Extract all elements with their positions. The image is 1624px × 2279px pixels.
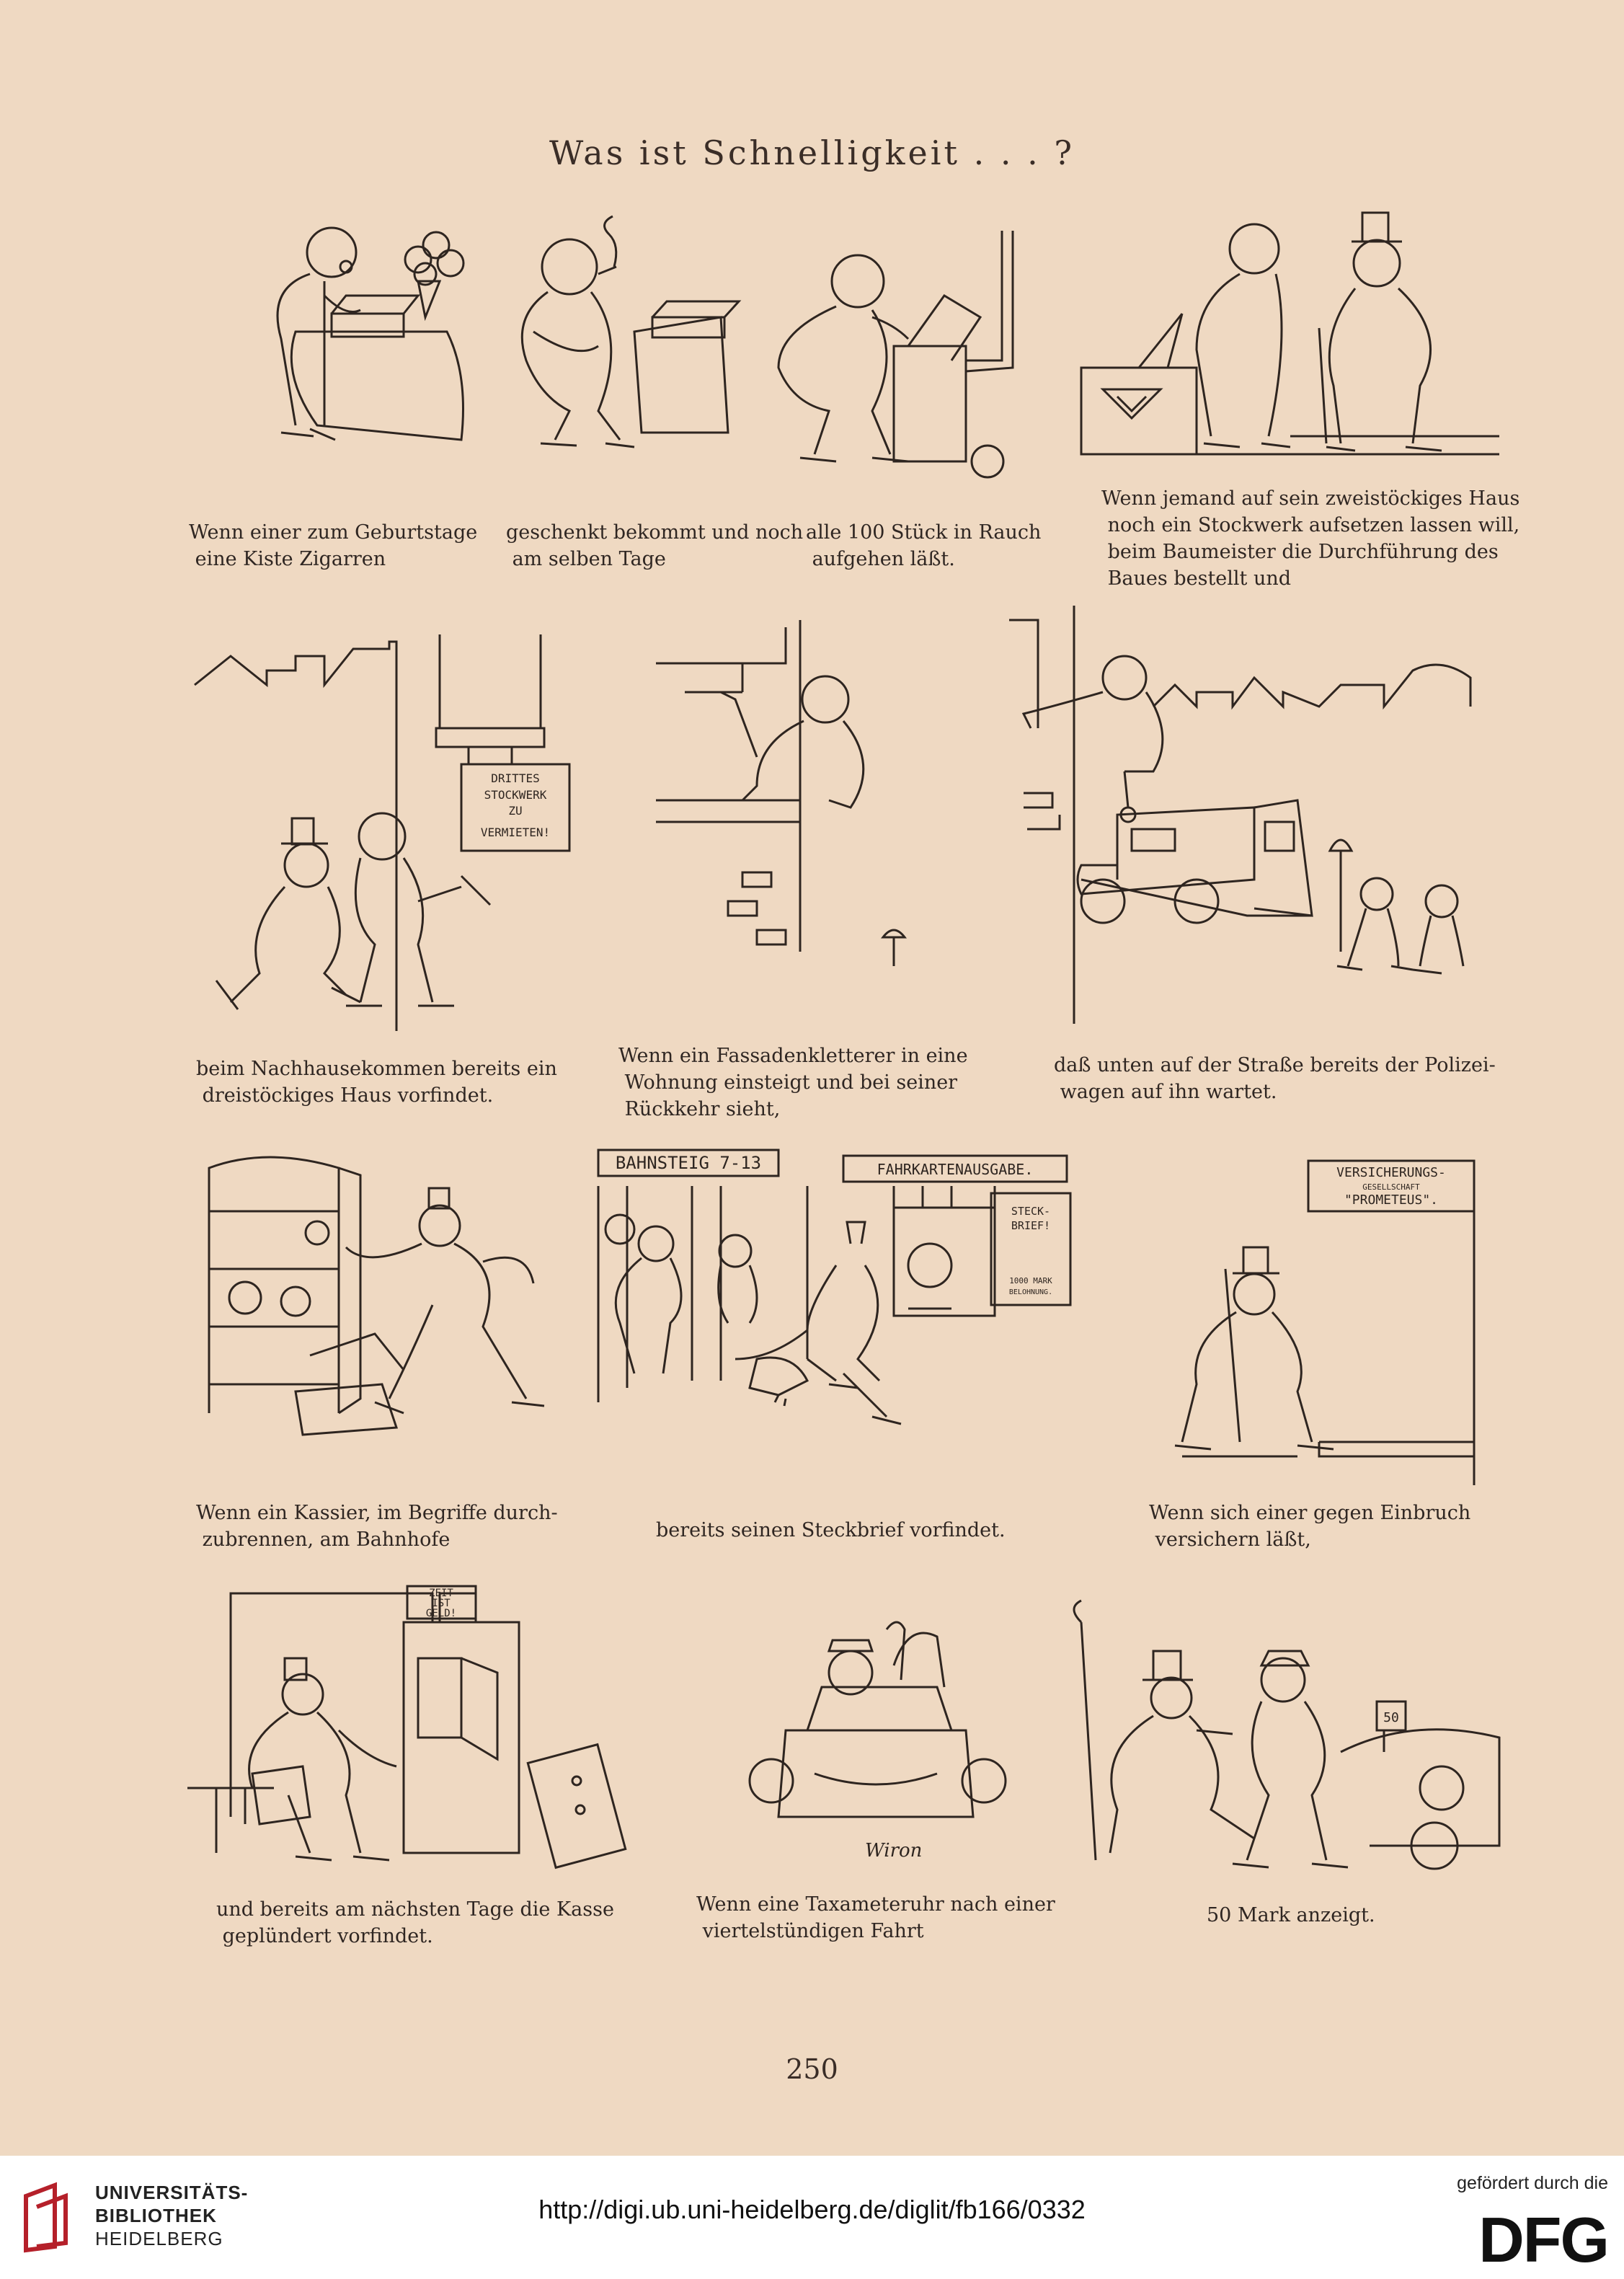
sign5-line4: VERMIETEN! (480, 826, 551, 839)
cartoon-panel-2 (490, 195, 764, 476)
poster-title-1: STECK- (1011, 1205, 1051, 1218)
cartoon-panel-6 (649, 620, 951, 995)
caption-10: Wenn sich einer gegen Einbruch versichern läßt, (1149, 1502, 1471, 1551)
ticket-office-sign: FAHRKARTENAUSGABE. (877, 1161, 1034, 1178)
cartoon-panel-13 (1067, 1608, 1499, 1882)
caption-13: 50 Mark anzeigt. (1207, 1904, 1375, 1926)
cartoon-drawing-police-van (1009, 606, 1499, 1024)
cartoon-drawing-taxi-meter (1067, 1608, 1499, 1882)
caption-2: geschenkt bekommt und noch am selben Tage (506, 521, 804, 570)
cartoon-drawing-three-storey-house (187, 627, 584, 1031)
sign5-line3: ZU (508, 804, 523, 818)
cartoon-panel-12 (742, 1608, 1024, 1867)
poster-reward-1: 1000 MARK (1009, 1276, 1052, 1285)
cartoon-panel-10 (1153, 1154, 1492, 1485)
cartoon-drawing-insurance-office (1153, 1154, 1492, 1485)
cartoon-drawing-taxi (742, 1608, 1024, 1867)
permalink-url[interactable]: http://digi.ub.uni-heidelberg.de/diglit/fb166/0332 (538, 2195, 1086, 2224)
artist-signature: Wiron (865, 1840, 923, 1862)
cartoon-panel-3 (764, 216, 1045, 483)
cartoon-drawing-railway-station (591, 1143, 1052, 1460)
library-name-line-1: UNIVERSITÄTS- (95, 2182, 249, 2203)
meter-value: 50 (1383, 1710, 1399, 1725)
poster-reward-2: BELOHNUNG. (1008, 1288, 1053, 1296)
library-name-line-2: BIBLIOTHEK (95, 2205, 217, 2226)
cartoon-drawing-plundered-safe (187, 1579, 649, 1882)
dfg-logo: DFG (1478, 2204, 1608, 2275)
sign5-line1: DRITTES (491, 771, 540, 785)
cartoon-drawing-facade-climber (649, 620, 951, 995)
zeit-sign-1: ZEIT (429, 1588, 453, 1599)
caption-11: und bereits am nächsten Tage die Kasse geplündert vorfindet. (216, 1898, 614, 1947)
zeit-sign-3: GELD! (425, 1608, 457, 1619)
caption-4: Wenn jemand auf sein zweistöckiges Haus noch ein Stockwerk aufsetzen lassen will, beim Baumeister die Durchführung des Baues bestellt und (1101, 487, 1520, 590)
cartoon-panel-8 (187, 1154, 569, 1456)
cartoon-panel-7 (1009, 606, 1499, 1024)
sign5-line2: STOCKWERK (484, 788, 547, 802)
cartoon-panel-9 (591, 1143, 1052, 1460)
cartoon-drawing-builder-meeting (1074, 205, 1499, 465)
cartoon-drawing-birthday-cigars (187, 195, 490, 476)
caption-3: alle 100 Stück in Rauch aufgehen läßt. (806, 521, 1042, 570)
cartoon-drawing-cashier-safe (187, 1154, 569, 1456)
insurance-sign-2: GESELLSCHAFT (1362, 1182, 1420, 1192)
caption-12: Wenn eine Taxameteruhr nach einer viertelstündigen Fahrt (696, 1893, 1055, 1942)
page-number: 250 (786, 2053, 838, 2085)
page-title: Was ist Schnelligkeit . . . ? (549, 133, 1075, 172)
insurance-sign-3: "PROMETEUS". (1344, 1192, 1439, 1208)
viewer-footer (0, 2156, 1624, 2279)
library-name-line-3: HEIDELBERG (95, 2228, 223, 2249)
funded-by-label: gefördert durch die (1457, 2173, 1608, 2193)
platform-sign: BAHNSTEIG 7-13 (615, 1153, 762, 1173)
cartoon-drawing-stove (764, 216, 1045, 483)
zeit-sign-2: IST (432, 1598, 451, 1609)
insurance-sign-1: VERSICHERUNGS- (1336, 1165, 1446, 1180)
cartoon-panel-5 (187, 627, 584, 1031)
caption-7: daß unten auf der Straße bereits der Polizei- wagen auf ihn wartet. (1054, 1054, 1496, 1103)
caption-6: Wenn ein Fassadenkletterer in eine Wohnung einsteigt und bei seiner Rückkehr sieht, (618, 1045, 968, 1120)
cartoon-panel-11 (187, 1579, 649, 1882)
cartoon-panel-1 (187, 195, 490, 476)
cartoon-panel-4 (1074, 205, 1499, 465)
caption-1: Wenn einer zum Geburtstage eine Kiste Zigarren (189, 521, 478, 570)
caption-8: Wenn ein Kassier, im Begriffe durch- zubrennen, am Bahnhofe (196, 1502, 558, 1551)
poster-title-2: BRIEF! (1011, 1219, 1051, 1232)
cartoon-drawing-smoking-man (490, 195, 764, 476)
caption-5: beim Nachhausekommen bereits ein dreistöckiges Haus vorfindet. (196, 1058, 557, 1107)
caption-9: bereits seinen Steckbrief vorfindet. (656, 1519, 1006, 1541)
